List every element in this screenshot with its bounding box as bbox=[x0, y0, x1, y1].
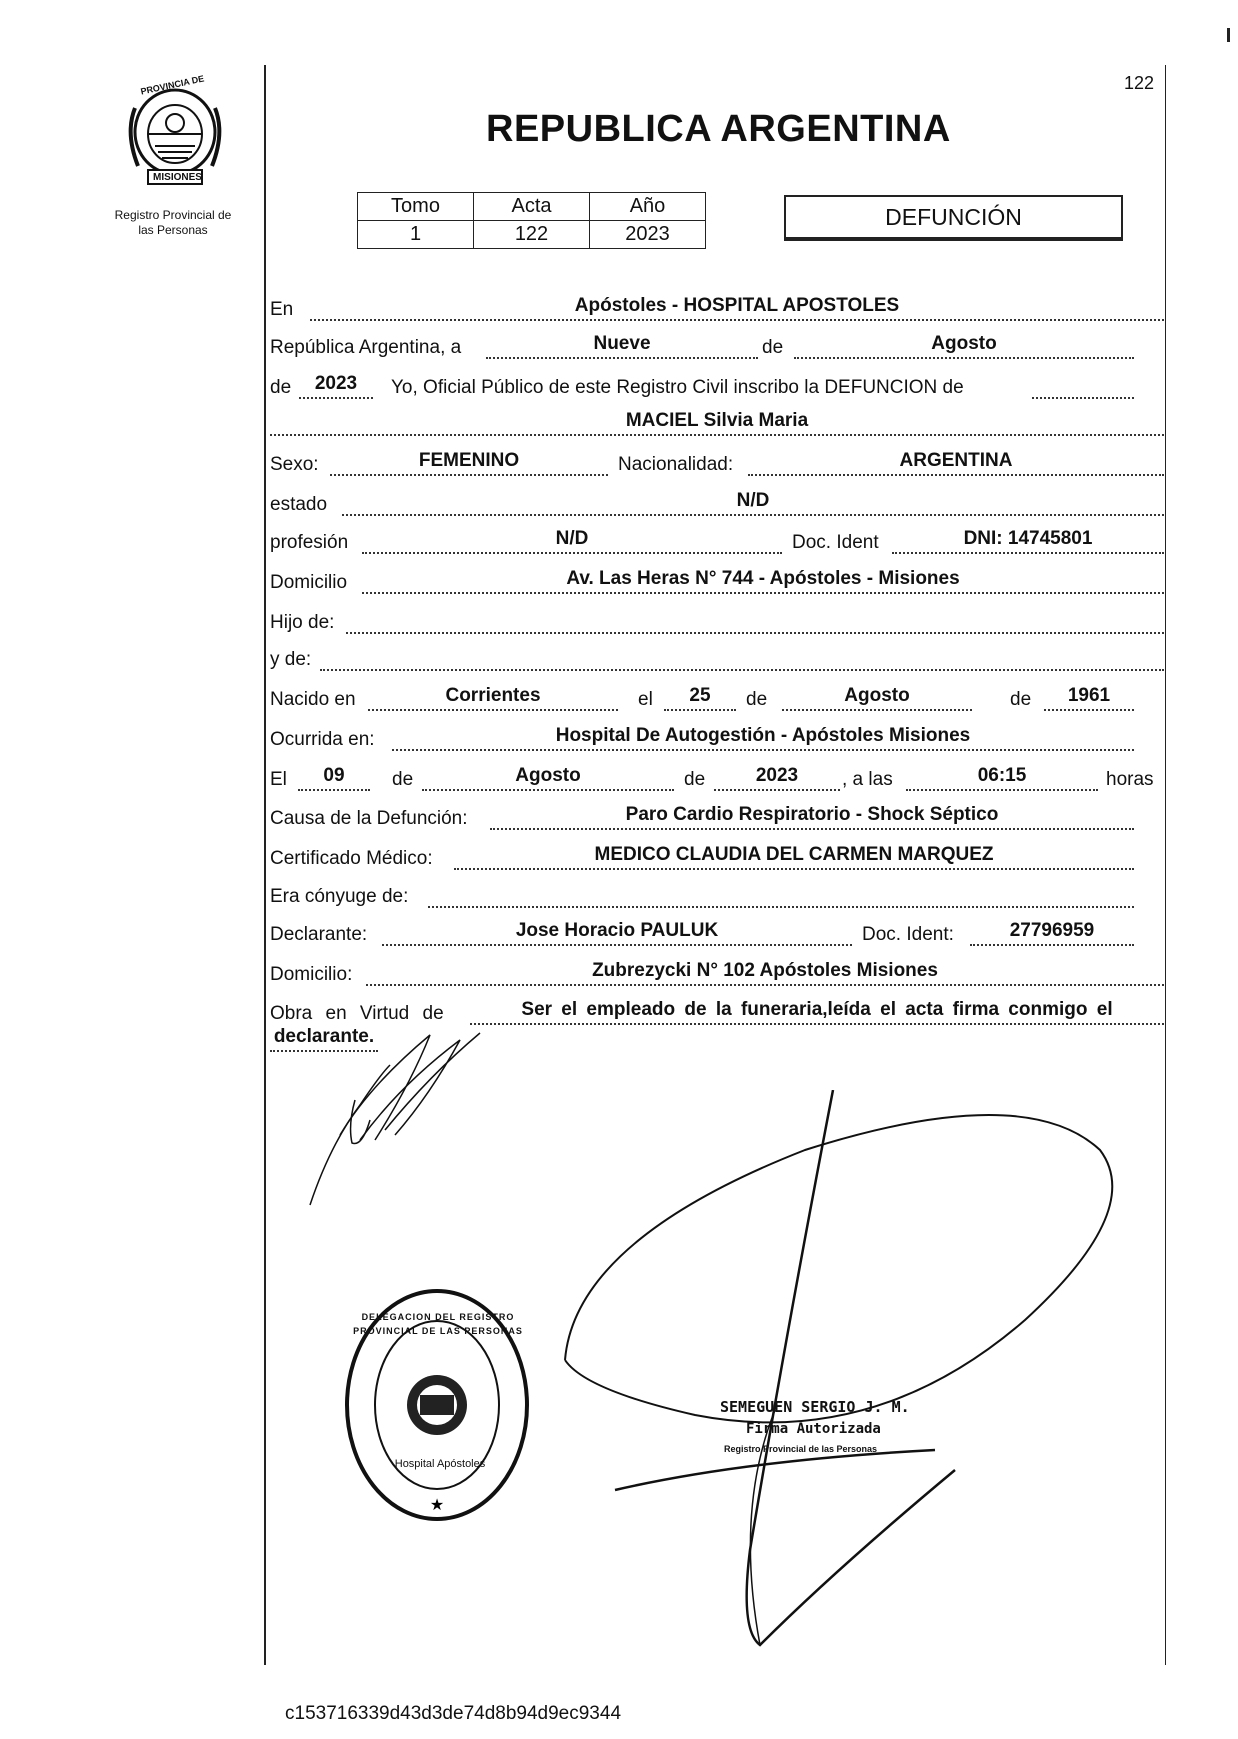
row-nombre bbox=[270, 408, 1165, 438]
emblem-text-top: PROVINCIA DE bbox=[139, 73, 206, 97]
register-table bbox=[357, 192, 706, 249]
country-title: REPUBLICA ARGENTINA bbox=[486, 108, 951, 150]
yde-value bbox=[320, 643, 1164, 671]
declarant-signature-icon bbox=[300, 1025, 530, 1215]
seal-outer-text: DELEGACION DEL REGISTRO PROVINCIAL DE LAS PERSONAS bbox=[353, 1312, 523, 1336]
nacido-mes: Agosto bbox=[782, 683, 972, 711]
hijo-value bbox=[346, 606, 1164, 634]
doc2-label: Doc. Ident: bbox=[862, 924, 954, 945]
nacido-label: Nacido en bbox=[270, 689, 356, 710]
svg-text:★: ★ bbox=[429, 1495, 445, 1514]
fecha-de-label: de bbox=[762, 337, 784, 358]
register-header-acta: Acta bbox=[474, 193, 590, 221]
ocurrida: Hospital De Autogestión - Apóstoles Misiones bbox=[392, 723, 1134, 751]
seal-inner-text: Hospital Apóstoles bbox=[394, 1458, 486, 1470]
row-causa bbox=[270, 802, 1165, 832]
deceased-name: MACIEL Silvia Maria bbox=[270, 408, 1164, 436]
causa-label: Causa de la Defunción: bbox=[270, 808, 468, 829]
doc: DNI: 14745801 bbox=[892, 526, 1164, 554]
declarante-domicilio: Zubrezycki N° 102 Apóstoles Misiones bbox=[366, 958, 1164, 986]
muerte-dia: 09 bbox=[298, 763, 370, 791]
nacionalidad: ARGENTINA bbox=[748, 448, 1164, 476]
year: 2023 bbox=[299, 371, 373, 399]
muerte-mes: Agosto bbox=[422, 763, 674, 791]
corner-mark bbox=[1227, 28, 1230, 42]
domicilio2-label: Domicilio: bbox=[270, 964, 353, 985]
nacido-anio: 1961 bbox=[1044, 683, 1134, 711]
horas-label: horas bbox=[1106, 769, 1154, 790]
estado-label: estado bbox=[270, 494, 328, 515]
domicilio: Av. Las Heras N° 744 - Apóstoles - Misiones bbox=[362, 566, 1164, 594]
nacionalidad-label: Nacionalidad: bbox=[618, 454, 734, 475]
domicilio-label: Domicilio bbox=[270, 572, 348, 593]
profesion-label: profesión bbox=[270, 532, 349, 553]
estado: N/D bbox=[342, 488, 1164, 516]
muerte-anio: 2023 bbox=[714, 763, 840, 791]
row-estado bbox=[270, 488, 1165, 518]
row-nacido bbox=[270, 683, 1165, 713]
ocurrida-label: Ocurrida en: bbox=[270, 729, 375, 750]
row-muerte bbox=[270, 763, 1165, 793]
nacido-de2-label: de bbox=[1010, 689, 1032, 710]
row-fecha bbox=[270, 331, 1165, 361]
nacido-dia: 25 bbox=[664, 683, 736, 711]
month: Agosto bbox=[794, 331, 1134, 359]
yo-text: Yo, Oficial Público de este Registro Civil inscribo la DEFUNCION de bbox=[391, 377, 964, 398]
declarante-doc: 27796959 bbox=[970, 918, 1134, 946]
signatory-name: SEMEGUEN SERGIO J. M. bbox=[720, 1398, 910, 1416]
register-header-tomo: Tomo bbox=[358, 193, 474, 221]
declarante-label: Declarante: bbox=[270, 924, 368, 945]
registry-name-line2: las Personas bbox=[138, 223, 208, 237]
certificado: MEDICO CLAUDIA DEL CARMEN MARQUEZ bbox=[454, 842, 1134, 870]
row-en bbox=[270, 293, 1165, 323]
nacido-de1-label: de bbox=[746, 689, 768, 710]
row-conyuge bbox=[270, 880, 1165, 910]
muerte-hora: 06:15 bbox=[906, 763, 1098, 791]
obra-line2: declarante. bbox=[270, 1024, 378, 1052]
register-acta: 122 bbox=[474, 221, 590, 249]
declarante: Jose Horacio PAULUK bbox=[382, 918, 852, 946]
left-margin-line bbox=[264, 65, 266, 1665]
authorized-signature-icon bbox=[545, 1090, 1155, 1670]
row-certificado bbox=[270, 842, 1165, 872]
certificado-label: Certificado Médico: bbox=[270, 848, 433, 869]
en-label: En bbox=[270, 299, 294, 320]
row-domicilio2 bbox=[270, 958, 1165, 988]
row-obra bbox=[270, 997, 1165, 1027]
en-value: Apóstoles - HOSPITAL APOSTOLES bbox=[310, 293, 1164, 321]
nacido-lugar: Corrientes bbox=[368, 683, 618, 711]
conyuge bbox=[428, 880, 1134, 908]
registry-name-line1: Registro Provincial de bbox=[114, 208, 232, 222]
row-sexo bbox=[270, 448, 1165, 478]
row-ocurrida bbox=[270, 723, 1165, 753]
obra-line1: Ser el empleado de la funeraria,leída el acta firma conmigo el bbox=[470, 997, 1164, 1025]
obra-label: Obra en Virtud de bbox=[270, 1003, 444, 1024]
row-hijo bbox=[270, 606, 1165, 636]
day-words: Nueve bbox=[486, 331, 758, 359]
row-domicilio bbox=[270, 566, 1165, 596]
register-value-row bbox=[358, 221, 706, 249]
year-prefix: de bbox=[270, 377, 292, 398]
doc-label: Doc. Ident bbox=[792, 532, 879, 553]
register-header-row bbox=[358, 193, 706, 221]
el2-label: El bbox=[270, 769, 287, 790]
nacido-el-label: el bbox=[638, 689, 653, 710]
yde-label: y de: bbox=[270, 649, 312, 670]
register-header-anio: Año bbox=[590, 193, 706, 221]
row-anio bbox=[270, 371, 1165, 401]
causa: Paro Cardio Respiratorio - Shock Séptico bbox=[490, 802, 1134, 830]
right-margin-line bbox=[1165, 65, 1166, 1665]
register-tomo: 1 bbox=[358, 221, 474, 249]
signatory-role: Firma Autorizada bbox=[746, 1421, 881, 1437]
register-anio: 2023 bbox=[590, 221, 706, 249]
muerte-de2-label: de bbox=[684, 769, 706, 790]
page-number: 122 bbox=[1124, 73, 1155, 93]
document-hash: c153716339d43d3de74d8b94d9ec9344 bbox=[285, 1703, 622, 1724]
row-yde bbox=[270, 643, 1165, 673]
alas-label: , a las bbox=[842, 769, 893, 790]
sexo: FEMENINO bbox=[330, 448, 608, 476]
muerte-de1-label: de bbox=[392, 769, 414, 790]
emblem-text-bottom: MISIONES bbox=[153, 172, 202, 183]
hijo-label: Hijo de: bbox=[270, 612, 335, 633]
document-type-box: DEFUNCIÓN bbox=[784, 195, 1123, 241]
conyuge-label: Era cónyuge de: bbox=[270, 886, 409, 907]
yo-line-tail bbox=[1032, 371, 1134, 399]
row-declarante bbox=[270, 918, 1165, 948]
sexo-label: Sexo: bbox=[270, 454, 319, 475]
profesion: N/D bbox=[362, 526, 782, 554]
republica-label: República Argentina, a bbox=[270, 337, 462, 358]
row-profesion bbox=[270, 526, 1165, 556]
signatory-org: Registro Provincial de las Personas bbox=[724, 1444, 878, 1454]
